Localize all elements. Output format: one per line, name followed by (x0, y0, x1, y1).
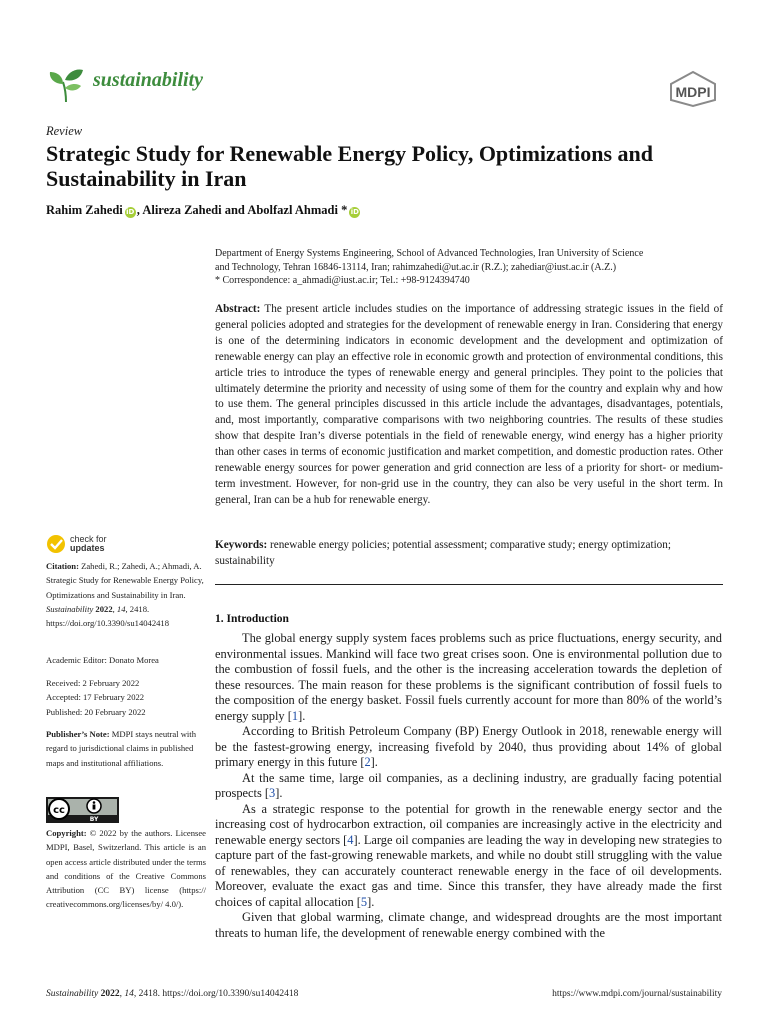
paragraph: Given that global warming, climate change, and widespread droughts are the most important threats to human life, the development of renewable energy combined with the (215, 910, 722, 940)
orcid-icon[interactable]: iD (126, 208, 135, 216)
orcid-icon[interactable]: iD (350, 208, 359, 216)
abstract-label: Abstract: (215, 303, 261, 315)
cc-by-license-icon[interactable] (46, 797, 119, 823)
copyright-block (46, 826, 206, 912)
citation-text: Zahedi, R.; Zahedi, A.; Ahmadi, A. Strategic Study for Renewable Energy Policy, Optimizations and Sustainability in Iran. (46, 561, 204, 600)
citation-block: Citation: Zahedi, R.; Zahedi, A.; Ahmadi, A. Strategic Study for Renewable Energy Policy, Optimizations and Sustainability in Iran. Sustainability 2022, 14, 2418. https://doi.org/10.3390/su14042418 (46, 561, 204, 629)
abstract (215, 302, 723, 509)
check-for-updates-text: check for (70, 534, 107, 544)
copyright-text: © 2022 by the authors. Licensee MDPI, Basel, Switzerland. This article is an open access article distributed under the terms and conditions of the Creative Commons Attribution (CC BY) license (https:// creativecommons.org/licenses/by/ 4.0/). (46, 828, 206, 910)
paragraph: At the same time, large oil companies, as a declining industry, are gradually facing potential prospects [3]. (215, 770, 722, 800)
check-for-updates-button[interactable] (46, 533, 156, 555)
reference-link[interactable]: 5 (360, 894, 368, 909)
paragraph: The global energy supply system faces problems such as price fluctuations, energy security, and environmental issues. Mankind will face two great crises soon. One is environmental pollution due to the combustion of fossil fuels, and the other is the increasing acceleration towards the depletion of these resources. The main reason for these problems is the significant contribution of fossil fuels to the composition of the energy basket. Fossil fuels currently account for more than 80% of the world’s energy supply [1]. (215, 631, 722, 723)
journal-name: sustainability (93, 69, 204, 91)
paragraph: According to British Petroleum Company (BP) Energy Outlook in 2018, renewable energy will be the fastest-growing energy, increasing fivefold by 2040, thus providing about 14% of global primary energy in this future [2]. (215, 724, 722, 769)
mdpi-logo (665, 70, 721, 108)
citation-label: Citation: (46, 561, 79, 571)
svg-text:cc: cc (53, 805, 65, 816)
body-text (215, 631, 722, 941)
paragraph: As a strategic response to the potential for growth in the renewable energy sector and the increasing cost of hydrocarbon extraction, oil companies are increasingly active in the electricity and renewable energy sectors [4]. Large oil companies are leading the way in developing new strategies to capture part of the fast-growing renewable markets, and while no doubt still struggling with the value of renewables, they can accurately counteract renewable energy in the face of oil developments. Moreover, evaluate the exact gas and time. Since this transfer, they have already made the first choices of capital allocation [5]. (215, 801, 722, 909)
accepted-date: Accepted: 17 February 2022 (46, 692, 145, 703)
published-date: Published: 20 February 2022 (46, 706, 146, 717)
keywords-label: Keywords: (215, 539, 268, 551)
abstract-text: The present article includes studies on the importance of addressing strategic issues in the field of general policies adopted and strategies for the development of renewable energy in Iran. Considering that energy is one of the determining indicators in economic development and the development and optimization of renewable energy can play an effective role in economic growth and protection of environmental conditions, this article tries to introduce the types of renewable energy and general principles. They point to the policies that ultimately determine the priority and necessity of using some of them for the country and explain why and how to use them. The general principles discussed in this article include the advantages, disadvantages, potentials, and, most importantly, comparative comparisons with two neighboring countries. The results of these studies show that despite Iran’s diverse potentials in the field of renewable energy, wind energy has a higher priority than other cases in terms of economic justification and market competition, and domestic production rates. Other renewable energy sources for power generation and grid connection are less of a priority for short- or medium-term investment. However, for non-grid use in the country, they can also be very useful in the short term. In general, Iran can be a hub for renewable energy. (215, 303, 723, 506)
keywords (215, 538, 723, 569)
footer-year: 2022 (100, 989, 120, 999)
copyright-label: Copyright: (46, 828, 87, 838)
reference-link[interactable]: 1 (291, 708, 299, 723)
author-list (46, 203, 361, 218)
dates-block (46, 676, 206, 719)
publisher-note-label: Publisher’s Note: (46, 729, 110, 739)
reference-link[interactable]: 4 (347, 832, 354, 847)
citation-doi-link[interactable]: https://doi.org/10.3390/su14042418 (46, 618, 170, 629)
correspondence: * Correspondence: a_ahmadi@iust.ac.ir; Tel.: +98-9124394740 (215, 275, 470, 286)
citation-volume: 14 (116, 603, 126, 614)
author-2-3[interactable]: , Alireza Zahedi and Abolfazl Ahmadi * (136, 203, 348, 217)
reference-link[interactable]: 2 (364, 755, 371, 769)
reference-link[interactable]: 3 (269, 786, 276, 800)
article-title: Strategic Study for Renewable Energy Policy, Optimizations and Sustainability in Iran (46, 141, 654, 191)
received-date: Received: 2 February 2022 (46, 678, 140, 688)
citation-journal: Sustainability (46, 603, 94, 614)
publisher-note (46, 727, 206, 770)
check-for-updates-text: updates (70, 543, 105, 553)
footer-doi[interactable]: , 2418. https://doi.org/10.3390/su14042418 (133, 989, 299, 999)
citation-year: 2022 (95, 603, 113, 614)
mdpi-logo-text: MDPI (675, 84, 711, 100)
publisher-note-text: MDPI stays neutral with regard to jurisdictional claims in published maps and institutional affiliations. (46, 729, 196, 768)
affiliations (215, 247, 725, 288)
footer-journal: Sustainability (46, 989, 99, 999)
article-type: Review (46, 124, 83, 138)
keywords-text: renewable energy policies; potential assessment; comparative study; energy optimization; sustainability (215, 539, 671, 567)
footer-citation: Sustainability 2022, 14, 2418. https://doi.org/10.3390/su14042418 (46, 989, 299, 999)
cc-by-label: BY (89, 816, 99, 823)
leaf-icon (46, 64, 86, 104)
divider (215, 584, 723, 585)
footer-journal-url[interactable]: https://www.mdpi.com/journal/sustainability (552, 989, 722, 999)
citation-pages: , 2418. (125, 603, 150, 614)
affiliation-line: and Technology, Tehran 16846-13114, Iran; rahimzahedi@ut.ac.ir (R.Z.); zahediar@iust.ac.ir (A.Z.) (215, 261, 617, 273)
check-for-updates-icon (46, 534, 66, 554)
academic-editor: Academic Editor: Donato Morea (46, 655, 159, 665)
section-heading: 1. Introduction (215, 613, 289, 625)
footer-volume: 14 (124, 989, 134, 999)
author-1[interactable]: Rahim Zahedi (46, 203, 123, 217)
affiliation-line: Department of Energy Systems Engineering, School of Advanced Technologies, Iran University of Science (215, 248, 644, 259)
